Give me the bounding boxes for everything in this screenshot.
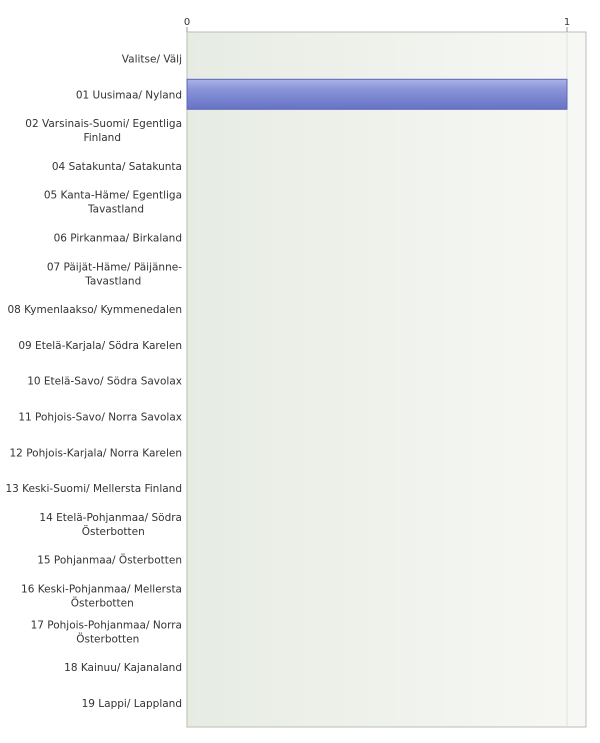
category-label	[82, 698, 182, 710]
category-label-line: 01 Uusimaa/ Nyland	[75, 89, 182, 102]
category-label-line: 08 Kymenlaakso/ Kymmenedalen	[7, 304, 182, 317]
category-label	[64, 662, 182, 674]
tick-label: 1	[563, 17, 571, 28]
x-axis-ticks	[184, 17, 570, 32]
category-label	[37, 554, 182, 567]
category-label-line: 16 Keski-Pohjanmaa/ Mellersta	[21, 583, 182, 596]
category-label	[52, 161, 182, 173]
category-label	[10, 447, 183, 459]
category-label-line: 04 Satakunta/ Satakunta	[51, 160, 182, 173]
category-label	[5, 483, 182, 495]
category-label-line: 12 Pohjois-Karjala/ Norra Karelen	[9, 447, 182, 460]
category-label-line: Tavastland	[87, 203, 145, 216]
category-label-line: 09 Etelä-Karjala/ Södra Karelen	[18, 339, 182, 352]
category-label	[7, 304, 182, 316]
category-label-line: 18 Kainuu/ Kajanaland	[64, 662, 182, 675]
category-label	[44, 190, 182, 216]
category-label	[18, 412, 182, 424]
category-label-line: 05 Kanta-Häme/ Egentliga	[43, 189, 182, 202]
category-label-line: 19 Lappi/ Lappland	[81, 697, 182, 710]
category-label-line: Österbotten	[81, 525, 145, 538]
plot-area	[187, 32, 586, 727]
category-label	[122, 54, 182, 66]
bar	[187, 79, 567, 109]
category-label	[18, 340, 182, 352]
category-label	[27, 376, 182, 388]
category-label-line: Österbotten	[76, 633, 140, 646]
category-label-line: 02 Varsinais-Suomi/ Egentliga	[25, 118, 182, 131]
category-label-line: 11 Pohjois-Savo/ Norra Savolax	[18, 411, 182, 424]
category-label	[54, 233, 182, 245]
category-label	[31, 619, 182, 645]
category-label	[76, 89, 182, 101]
category-label	[47, 261, 182, 287]
category-label-line: Valitse/ Välj	[121, 53, 182, 66]
category-label-line: 10 Etelä-Savo/ Södra Savolax	[27, 375, 182, 388]
category-label-line: 13 Keski-Suomi/ Mellersta Finland	[5, 483, 182, 496]
category-label-line: Finland	[83, 132, 122, 145]
bars	[187, 79, 567, 109]
category-label-line: 15 Pohjanmaa/ Österbotten	[37, 554, 182, 567]
category-label-line: Österbotten	[70, 597, 134, 610]
category-labels	[5, 54, 182, 710]
tick-label: 0	[183, 17, 191, 28]
category-label-line: 14 Etelä-Pohjanmaa/ Södra	[39, 511, 182, 524]
category-label	[39, 512, 182, 538]
category-label-line: Tavastland	[85, 275, 142, 288]
category-label	[21, 584, 182, 610]
category-label-line: 17 Pohjois-Pohjanmaa/ Norra	[30, 619, 182, 632]
category-label	[25, 118, 182, 144]
category-label-line: 06 Pirkanmaa/ Birkaland	[53, 232, 182, 245]
category-label-line: 07 Päijät-Häme/ Päijänne-	[46, 261, 182, 274]
